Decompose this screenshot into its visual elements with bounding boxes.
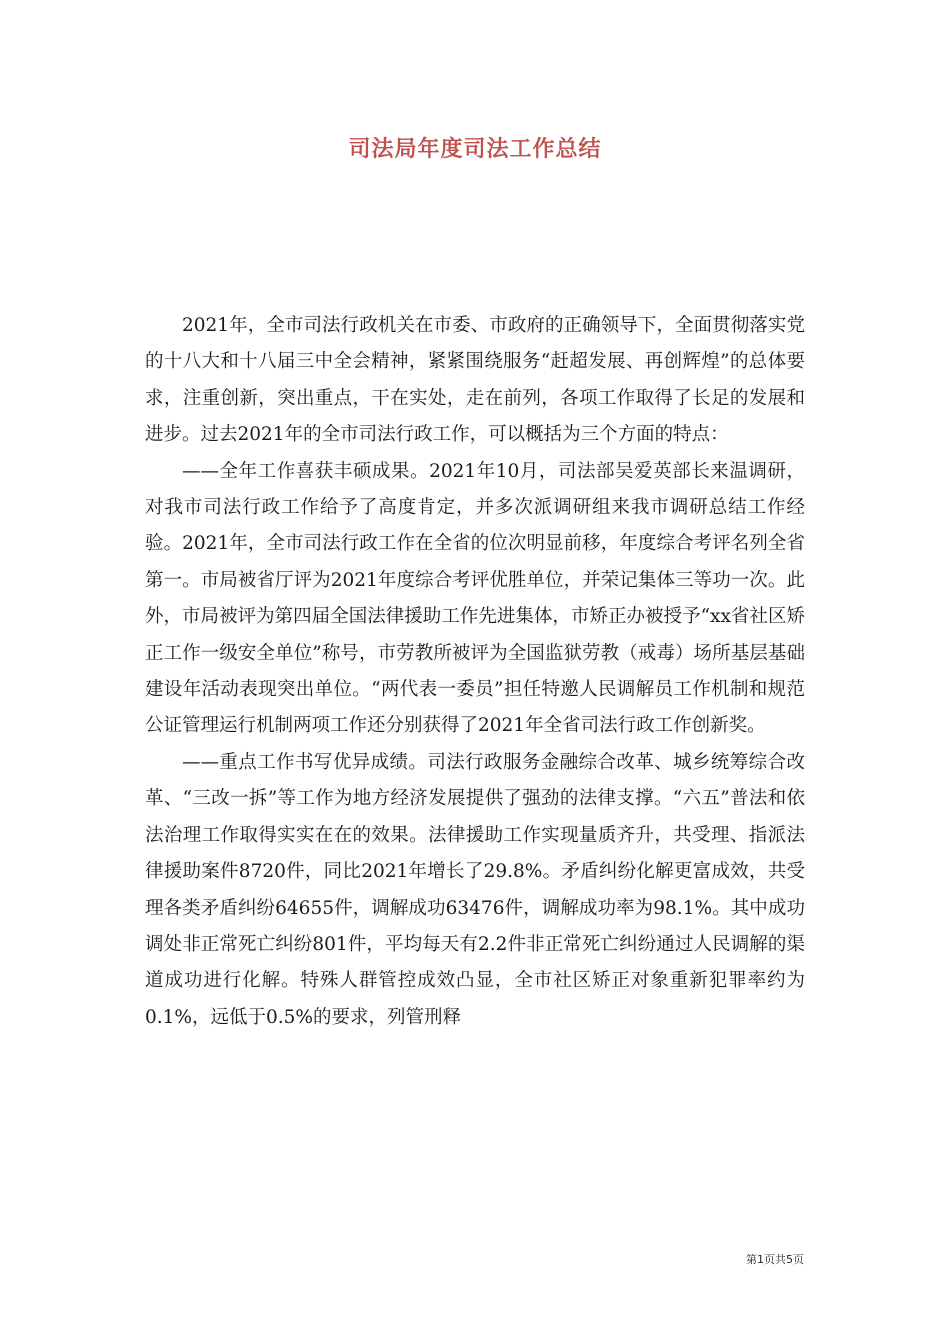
paragraph-key-work: ——重点工作书写优异成绩。司法行政服务金融综合改革、城乡统筹综合改革、“三改一拆”等工作为地方经济发展提供了强劲的法律支撑。“六五”普法和依法治理工作取得实实在在的效果。法律援助工作实现量质齐升，共受理、指派法律援助案件8720件，同比2021年增长了29.8%。矛盾纠纷化解更富成效，共受理各类矛盾纠纷64655件，调解成功63476件，调解成功率为98.1%。其中成功调处非正常死亡纠纷801件，平均每天有2.2件非正常死亡纠纷通过人民调解的渠道成功进行化解。特殊人群管控成效凸显，全市社区矫正对象重新犯罪率约为0.1%，远低于0.5%的要求，列管刑释 [145,751,805,1028]
paragraph-achievements: ——全年工作喜获丰硕成果。2021年10月，司法部吴爱英部长来温调研，对我市司法行政工作给予了高度肯定，并多次派调研组来我市调研总结工作经验。2021年，全市司法行政工作在全省的位次明显前移，年度综合考评名列全省第一。市局被省厅评为2021年度综合考评优胜单位，并荣记集体三等功一次。此外，市局被评为第四届全国法律援助工作先进集体，市矫正办被授予“xx省社区矫正工作一级安全单位”称号，市劳教所被评为全国监狱劳教（戒毒）场所基层基础建设年活动表现突出单位。“两代表一委员”担任特邀人民调解员工作机制和规范公证管理运行机制两项工作还分别获得了2021年全省司法行政工作创新奖。 [145,460,805,737]
document-body [145,308,805,1036]
paragraph-intro: 2021年，全市司法行政机关在市委、市政府的正确领导下，全面贯彻落实党的十八大和十八届三中全会精神，紧紧围绕服务“赶超发展、再创辉煌”的总体要求，注重创新，突出重点，干在实处，走在前列，各项工作取得了长足的发展和进步。过去2021年的全市司法行政工作，可以概括为三个方面的特点： [145,315,805,446]
page-number: 第1页共5页 [746,1253,804,1266]
document-title: 司法局年度司法工作总结 [348,137,602,162]
